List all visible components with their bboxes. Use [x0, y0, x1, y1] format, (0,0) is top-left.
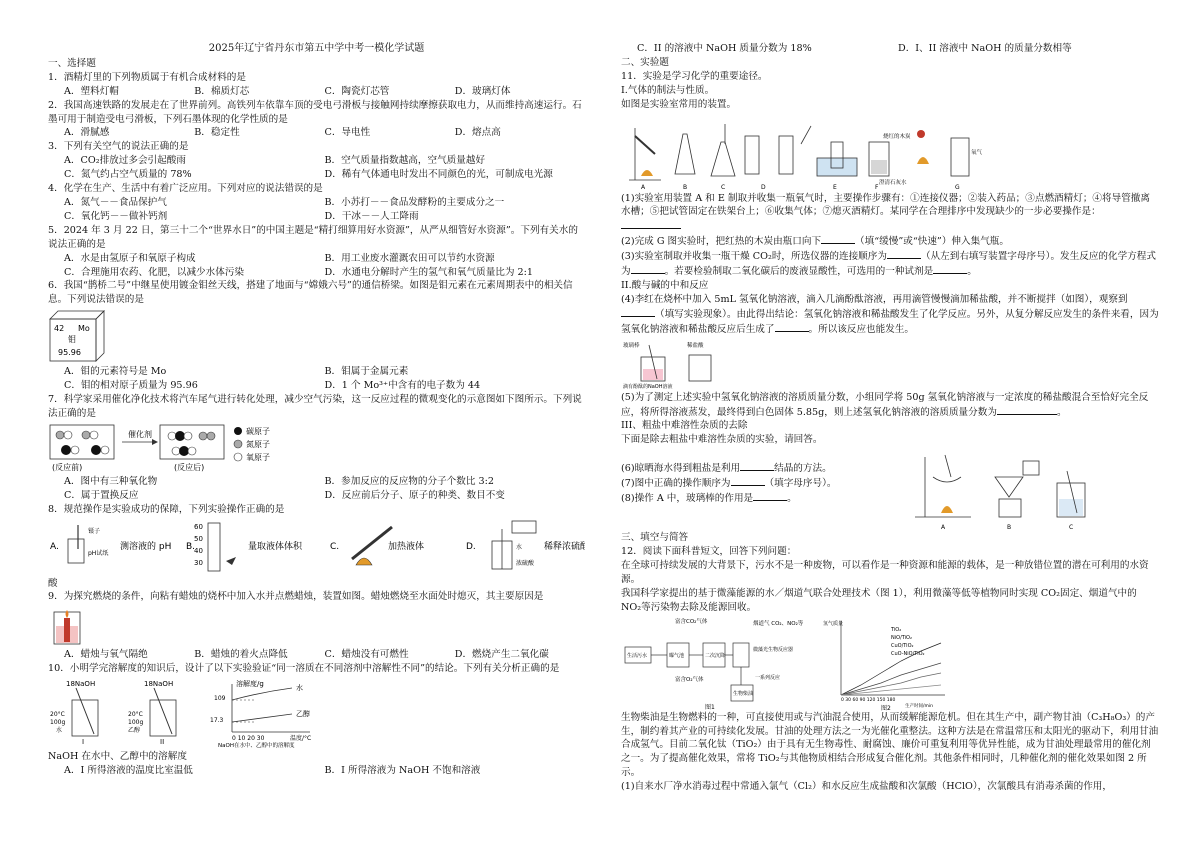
question-9: 9．为探究燃烧的条件，向粘有蜡烛的烧杯中加入水并点燃蜡烛，装置如图。蜡烛燃烧至水面处时熄灭，其主要原因是	[48, 591, 544, 603]
option: C．导电性	[324, 127, 371, 139]
chart-note: NaOH在水中、乙醇中的溶解度	[218, 743, 295, 749]
beaker-caption: 滴有酚酞的NaOH溶液	[623, 383, 673, 389]
option-d-caption: 稀释浓硫酸	[544, 541, 585, 552]
question-11-5: (5)为了测定上述实验中氢氧化钠溶液的溶质质量分数，小组同学将 50g 氢氧化钠溶液与一定浓度的稀盐酸混合至恰好完全反应，将所得溶液蒸发，最终得到白色固体 5.85g，则上述氢氧化钠溶液的溶质质量分数为 。	[621, 391, 1149, 418]
hydrogen-yield-chart	[821, 615, 961, 711]
fig1-box: 曝气池	[669, 652, 685, 659]
curve-ethanol-label: 乙醇	[296, 710, 310, 719]
titration-icon	[621, 339, 741, 389]
question-11-2	[621, 234, 1159, 249]
answer-blank[interactable]	[887, 249, 921, 259]
question-11-part-2-heading: II.酸与碱的中和反应	[621, 279, 709, 291]
element-name: 钼	[68, 335, 76, 345]
svg-text:B.: B.	[186, 541, 196, 552]
fig1-reaction: 一系列反应	[755, 674, 781, 681]
svg-text:D.: D.	[466, 541, 476, 552]
question-11-3-text-b: （从左到右填写装置字母序号）。发生反应的化学方程式为	[621, 251, 1156, 278]
option: D．燃烧产生二氧化碳	[454, 649, 549, 661]
question-11-part-3-heading: III、粗盐中难溶性杂质的去除	[621, 420, 748, 432]
lab-operations-figure	[48, 519, 585, 575]
question-5: 5．2024 年 3 月 22 日，第三十二个“世界水日”的中国主题是“精打细算用好水资源”，从严从细管好水资源”。下列有关水的说法正确的是	[48, 224, 578, 250]
fig1-flue-label: 烟道气 CO₂、NO₂等	[753, 620, 804, 627]
fig1-o2-label: 富含O₂气体	[675, 676, 704, 683]
option: C．陶瓷灯芯管	[324, 85, 390, 97]
option: D．稀有气体通电时发出不同颜色的光，可制成电光源	[324, 169, 553, 181]
answer-blank[interactable]	[740, 461, 774, 471]
salt-apparatus-icon	[911, 447, 1111, 531]
answer-blank[interactable]	[731, 476, 765, 486]
question-11-3-text-a: (3)实验室制取并收集一瓶干燥 CO₂时，所选仪器的连接顺序为	[621, 251, 887, 263]
question-11-6	[621, 461, 911, 476]
question-7-options	[48, 475, 585, 503]
svg-text:20°C: 20°C	[128, 711, 143, 719]
question-12-paragraph-3: 生物柴油是生物燃料的一种，可直接使用或与汽油混合使用，从而缓解能源危机。但在其生产中，副产物甘油（C₃H₈O₃）的产生，制约着其产业的可持续化发展。甘油的处理方法之一为光催化重整法。这种方法是在常温常压和太阳光的驱动下，利用甘油合成氢气。目前二氧化钛（TiO₂）由于具有无生物毒性、耐腐蚀、廉价可重复利用等优异性能，成为甘油处理最常用的催化剂之一。为了提高催化效果，常将 TiO₂与其他物质相结合形成复合催化剂。其他条件相同时，几种催化剂的催化效果如图 2 所示。	[621, 711, 1159, 779]
option: A．钼的元素符号是 Mo	[64, 366, 167, 378]
solute-label-2: 18NaOH	[144, 680, 174, 689]
question-11-intro: 如图是实验室常用的装置。	[621, 98, 737, 110]
section-experiment-heading: 二、实验题	[621, 56, 669, 68]
svg-text:100g: 100g	[128, 719, 144, 727]
fig2-caption: 图2	[881, 704, 891, 711]
option: C．氮气约占空气质量的 78%	[64, 169, 192, 181]
question-4: 4．化学在生产、生活中有着广泛应用。下列对应的说法错误的是	[48, 183, 323, 195]
question-11-6-text: (6)晾晒海水得到粗盐是利用	[621, 463, 741, 475]
option: D．I、II 溶液中 NaOH 的质量分数相等	[898, 43, 1072, 54]
option: B．钼属于金属元素	[324, 366, 409, 378]
page-title: 2025年辽宁省丹东市第五中学中考一模化学试题	[208, 43, 425, 54]
ph-paper-label: pH试纸	[88, 549, 109, 557]
fig2-ticks: 0 30 60 90 120 150 180	[841, 697, 896, 703]
question-9-options	[48, 648, 585, 662]
question-12: 12．阅读下面科普短文，回答下列问题：	[621, 546, 797, 558]
solubility-figure	[48, 678, 585, 748]
element-symbol: Mo	[78, 324, 90, 334]
hcl-label: 稀盐酸	[687, 342, 704, 349]
option-a-caption: 测溶液的 pH	[120, 541, 172, 552]
apparatus-letter: F	[875, 183, 879, 190]
fig2-legend: TiO₂	[891, 626, 902, 633]
svg-text:A.: A.	[50, 541, 59, 552]
fig2-legend: NiO/TiO₂	[891, 634, 912, 641]
question-12-paragraph-2: 我国科学家提出的基于微藻能源的水／烟道气联合处理技术（图 1），利用微藻等低等植物同时实现 CO₂固定、烟道气中的 NO₂等污染物去除及能源回收。	[621, 587, 1137, 613]
before-label: (反应前)	[52, 462, 83, 472]
value-17-3: 17.3	[210, 717, 224, 725]
question-1-options	[48, 85, 585, 99]
salt-purification-block	[621, 447, 1159, 531]
tick: 50	[194, 534, 203, 543]
option-c-caption: 加热液体	[388, 541, 425, 552]
tick: 40	[194, 546, 203, 555]
value-109: 109	[214, 695, 226, 703]
solubility-diagram-icon	[48, 678, 448, 748]
option: A．塑料灯帽	[64, 85, 119, 97]
question-6-options	[48, 365, 585, 393]
question-6: 6．我国“鹊桥二号”中继星使用镀金钼丝天线，搭建了地面与“嫦娥六号”的通信桥梁。如图是钼元素在元素周期表中的相关信息。下列说法错误的是	[48, 280, 573, 306]
question-11-8: (8)操作 A 中，玻璃棒的作用是 。	[621, 493, 797, 505]
question-11-2-text-b: （填“缓慢”或“快速”）伸入集气瓶。	[855, 236, 1009, 248]
question-11-part-1-heading: I.气体的制法与性质。	[621, 84, 715, 96]
question-2-options	[48, 126, 585, 140]
apparatus-letter: A	[641, 183, 646, 190]
element-mass: 95.96	[58, 348, 81, 358]
question-11-4-text-a: (4)李红在烧杯中加入 5mL 氢氧化钠溶液，滴入几滴酚酞溶液，再用滴管慢慢滴加稀盐酸，并不断搅拌（如图），观察到	[621, 293, 1128, 305]
salt-step-letter: A	[941, 524, 946, 532]
acid-label: 浓硫酸	[516, 559, 535, 567]
catalyst-label: 催化剂	[128, 429, 152, 439]
candle-figure	[48, 606, 585, 646]
option: D．熔点高	[454, 127, 501, 139]
question-11-4-text-b: （填写实验现象）。由此得出结论：氢氧化钠溶液和稀盐酸发生了化学反应。另外，从复分解反应发生的条件来看，因为氢氧化钠溶液和稀盐酸反应后生成了	[621, 308, 1159, 335]
element-cell-figure	[48, 309, 585, 363]
section-fill-heading: 三、填空与简答	[621, 532, 689, 544]
option: A．图中有三种氧化物	[64, 475, 158, 487]
apparatus-letter: B	[683, 183, 688, 190]
fig1-box: 生活污水	[627, 652, 648, 659]
option: B．小苏打－－食品发酵粉的主要成分之一	[324, 196, 505, 208]
option: B．用工业废水灌溉农田可以节约水资源	[324, 252, 495, 264]
apparatus-letter: G	[955, 183, 960, 190]
question-12-paragraph-1: 在全球可持续发展的大背景下，污水不是一种废物，可以看作是一种资源和能源的载体，是一种放错位置的潜在可利用的水资源。	[621, 560, 1149, 585]
option: A．水是由氢原子和氧原子构成	[64, 252, 196, 264]
question-5-options	[48, 252, 585, 280]
carbon-label: 烧红的木炭	[883, 133, 911, 140]
svg-text:水: 水	[56, 727, 63, 735]
fig2-y-label: 氢气质量	[823, 620, 844, 627]
svg-text:20°C: 20°C	[50, 711, 65, 719]
curve-water-label: 水	[296, 684, 303, 693]
legend-nitrogen: 氮原子	[246, 439, 270, 449]
question-10-caption: NaOH 在水中、乙醇中的溶解度	[48, 751, 187, 763]
apparatus-letter: C	[721, 183, 726, 190]
option: B．空气质量指数越高，空气质量越好	[324, 155, 486, 167]
question-11-2-text-a: (2)完成 G 图实验时，把红热的木炭由瓶口向下	[621, 236, 822, 248]
apparatus-icon	[621, 114, 1159, 190]
option: C．氧化钙－－做补钙剂	[64, 210, 168, 222]
answer-blank[interactable]	[821, 234, 855, 244]
answer-blank[interactable]	[631, 264, 665, 274]
option: C．蜡烛没有可燃性	[324, 649, 409, 661]
question-11-7-text-b: （填字母序号）。	[764, 478, 837, 490]
tick: 30	[194, 558, 203, 567]
titration-figure	[621, 339, 1159, 389]
question-3-options	[48, 154, 585, 182]
option: D．水通电分解时产生的氢气和氧气质量比为 2:1	[324, 266, 533, 278]
tweezers-label: 镊子	[88, 527, 101, 535]
question-11: 11．实验是学习化学的重要途径。	[621, 70, 768, 82]
fig2-legend: CuO-NiO/TiO₂	[891, 650, 925, 657]
x-axis-label: 温度/°C	[290, 735, 312, 743]
element-number: 42	[54, 324, 65, 334]
option: A．滑腻感	[64, 127, 110, 139]
question-11-3-text-c: 。若要检验制取二氧化碳后的废液显酸性，可选用的一种试剂是	[664, 266, 934, 278]
question-1: 1．酒精灯里的下列物质属于有机合成材料的是	[48, 71, 246, 83]
apparatus-letter: E	[833, 183, 837, 190]
lab-operations-icon	[48, 519, 585, 575]
fig2-x-label: 生产时间/min	[905, 703, 934, 709]
option: C．钼的相对原子质量为 95.96	[64, 380, 198, 392]
fig1-caption: 图1	[705, 703, 715, 711]
question-11-5-text: (5)为了测定上述实验中氢氧化钠溶液的溶质质量分数，小组同学将 50g 氢氧化钠溶液与一定浓度的稀盐酸混合至恰好完全反应，将所得溶液蒸发，最终得到白色固体 5.85g，则上述氢氧化钠溶液的溶质质量分数为	[621, 391, 1149, 418]
tick: 60	[194, 522, 203, 531]
limewater-label: 澄清石灰水	[879, 179, 907, 186]
section-choice-heading: 一、选择题	[48, 57, 96, 69]
fig1-reactor: 微藻光生物反应器	[753, 646, 794, 653]
svg-text:乙醇: 乙醇	[128, 727, 141, 735]
beaker-2-number: II	[160, 738, 165, 747]
solute-label-1: 18NaOH	[66, 680, 96, 689]
option: D．干冰－－人工降雨	[324, 210, 419, 222]
fig2-legend: CuO/TiO₂	[891, 642, 914, 649]
answer-blank[interactable]	[775, 322, 809, 332]
option: B．蜡烛的着火点降低	[194, 649, 288, 661]
candle-beaker-icon	[48, 606, 88, 646]
question-10-options-cont	[621, 42, 1159, 56]
question-11-6-text-b: 结晶的方法。	[774, 463, 832, 475]
option: B．棉质灯芯	[194, 85, 250, 97]
question-11-7	[621, 476, 911, 491]
salt-step-letter: B	[1007, 524, 1012, 532]
option: C．II 的溶液中 NaOH 质量分数为 18%	[637, 43, 812, 54]
question-3: 3．下列有关空气的说法正确的是	[48, 141, 189, 153]
molecule-diagram-icon	[48, 423, 348, 473]
question-11-8-text: (8)操作 A 中，玻璃棒的作用是	[621, 493, 754, 505]
answer-blank[interactable]	[997, 405, 1057, 415]
question-11-part-3-intro: 下面是除去粗盐中难溶性杂质的实验，请回答。	[621, 434, 823, 446]
x-ticks: 0 10 20 30	[232, 735, 265, 743]
option: A．氮气－－食品保护气	[64, 196, 167, 208]
option: B．稳定性	[194, 127, 240, 139]
svg-text:100g: 100g	[50, 719, 66, 727]
answer-blank[interactable]	[753, 491, 787, 501]
legend-carbon: 碳原子	[246, 426, 270, 436]
question-7: 7．科学家采用催化净化技术将汽车尾气进行转化处理，减少空气污染，这一反应过程的微观变化的示意图如下图所示。下列说法正确的是	[48, 394, 582, 419]
option: A．蜡烛与氧气隔绝	[64, 649, 148, 661]
question-8-tail: 酸	[48, 577, 58, 589]
option: B．I 所得溶液为 NaOH 不饱和溶液	[324, 765, 481, 777]
question-2: 2．我国高速铁路的发展走在了世界前列。高铁列车依靠车顶的受电弓滑板与接触网持续摩擦获取电力，从而维持高速运行。石墨可用于制造受电弓滑板，下列石墨体现的化学性质的是	[48, 99, 582, 125]
option: D．1 个 Mo³⁺中含有的电子数为 44	[324, 380, 481, 392]
question-10: 10．小明学完溶解度的知识后，设计了以下实验验证“同一溶质在不同溶剂中溶解性不同”的结论。下列有关分析正确的是	[48, 663, 560, 675]
question-10-options	[48, 764, 585, 778]
question-11-1	[621, 192, 1159, 235]
glass-rod-label: 玻璃棒	[623, 342, 640, 349]
question-11-4	[621, 293, 1159, 337]
option: A．CO₂排放过多会引起酸雨	[64, 155, 186, 167]
option: C．合理施用农药、化肥，以减少水体污染	[64, 266, 245, 278]
apparatus-figure	[621, 114, 1159, 190]
left-column	[48, 42, 585, 778]
answer-blank[interactable]	[621, 307, 655, 317]
answer-blank[interactable]	[933, 264, 967, 274]
question-11-1-text: (1)实验室用装置 A 和 E 制取并收集一瓶氧气时，主要操作步骤有：①连接仪器；②装入药品；③点燃酒精灯；④将导管撤离水槽；⑤把试管固定在铁架台上；⑥收集气体；⑦熄灭酒精灯。某同学在合理排序中发现缺少的一步必要操作是：	[621, 192, 1150, 218]
question-11-7-text: (7)图中正确的操作顺序为	[621, 478, 731, 490]
oxygen-label: 氧气	[971, 149, 983, 156]
option: B．参加反应的反应物的分子个数比 3:2	[324, 475, 494, 487]
option: D．玻璃灯体	[454, 85, 511, 97]
question-4-options	[48, 196, 585, 224]
salt-purification-questions	[621, 447, 911, 506]
question-11-4-text-c: 。所以该反应也能发生。	[808, 323, 915, 335]
salt-step-letter: C	[1069, 524, 1074, 532]
question-11-3: (3)实验室制取并收集一瓶干燥 CO₂时，所选仪器的连接顺序为 （从左到右填写装置字母序号）。发生反应的化学方程式为 。若要检验制取二氧化碳后的废液显酸性，可选用的一种试剂是 。	[621, 251, 1156, 278]
fig1-biodiesel: 生物柴油	[733, 690, 754, 697]
reaction-micro-figure	[48, 423, 585, 473]
after-label: (反应后)	[174, 462, 205, 472]
molybdenum-cell-icon	[48, 309, 108, 363]
answer-blank[interactable]	[621, 219, 681, 229]
option: A．I 所得溶液的温度比室温低	[64, 765, 193, 777]
fig1-box: 二次沉降	[705, 652, 726, 659]
wastewater-flow-diagram	[621, 615, 821, 711]
right-column	[621, 42, 1159, 794]
question-8: 8．规范操作是实验成功的保障，下列实验操作正确的是	[48, 503, 285, 515]
figures-row	[621, 615, 1159, 711]
option-b-caption: 量取液体体积	[248, 541, 303, 552]
y-axis-label: 溶解度/g	[236, 680, 264, 689]
option: D．反应前后分子、原子的种类、数目不变	[324, 489, 505, 501]
svg-text:C.: C.	[330, 541, 340, 552]
question-12-1: (1)自来水厂净水消毒过程中常通入氯气（Cl₂）和水反应生成盐酸和次氯酸（HClO），次氯酸具有消毒杀菌的作用，	[621, 781, 1112, 793]
beaker-1-number: I	[82, 738, 85, 747]
apparatus-letter: D	[761, 183, 766, 190]
option: C．属于置换反应	[64, 489, 139, 501]
fig1-top-label: 富含CO₂气体	[675, 618, 708, 625]
water-label: 水	[516, 543, 523, 551]
legend-oxygen: 氧原子	[246, 452, 270, 462]
